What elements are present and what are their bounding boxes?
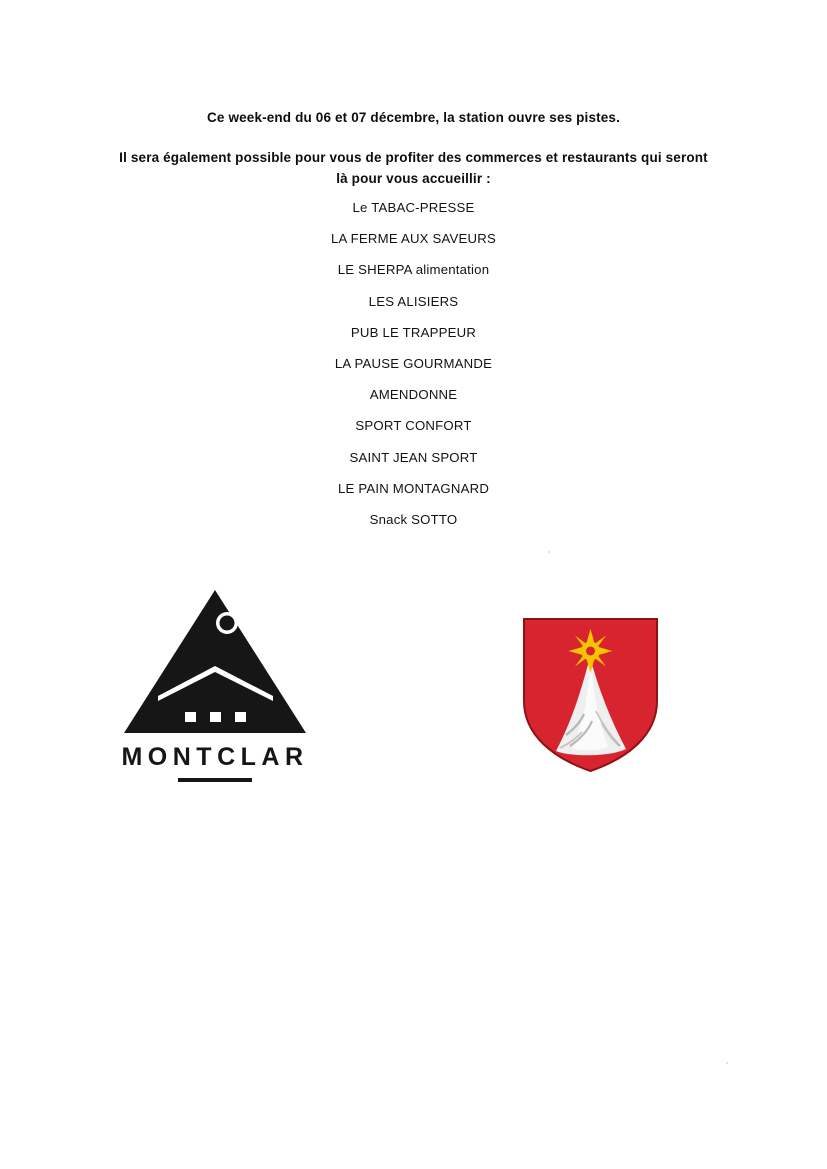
list-item: Le TABAC-PRESSE xyxy=(352,200,475,215)
list-item: PUB LE TRAPPEUR xyxy=(350,324,477,340)
announcement-block xyxy=(90,108,737,190)
list-item: AMENDONNE xyxy=(369,387,458,403)
shop-list xyxy=(90,192,737,535)
list-item: LA FERME AUX SAVEURS xyxy=(331,231,496,247)
announcement-line-1: Ce week-end du 06 et 07 décembre, la station ouvre ses pistes. xyxy=(207,110,620,125)
list-item: LE SHERPA alimentation xyxy=(337,262,490,278)
list-item: LA PAUSE GOURMANDE xyxy=(334,355,493,371)
list-item: SAINT JEAN SPORT xyxy=(349,449,478,465)
scan-speckle xyxy=(548,551,550,553)
svg-text:MONTCLAR: MONTCLAR xyxy=(121,743,309,771)
list-item: LE PAIN MONTAGNARD xyxy=(337,480,490,496)
coat-of-arms xyxy=(518,615,663,775)
list-item: LES ALISIERS xyxy=(368,293,459,309)
list-item: Snack SOTTO xyxy=(369,511,458,527)
announcement-line-2: Il sera également possible pour vous de profiter des commerces et restaurants qui seront xyxy=(119,149,708,165)
scan-speckle xyxy=(726,1062,728,1064)
announcement-line-3: là pour vous accueillir : xyxy=(336,170,491,186)
montclar-logo xyxy=(118,588,313,788)
list-item: SPORT CONFORT xyxy=(355,418,472,434)
